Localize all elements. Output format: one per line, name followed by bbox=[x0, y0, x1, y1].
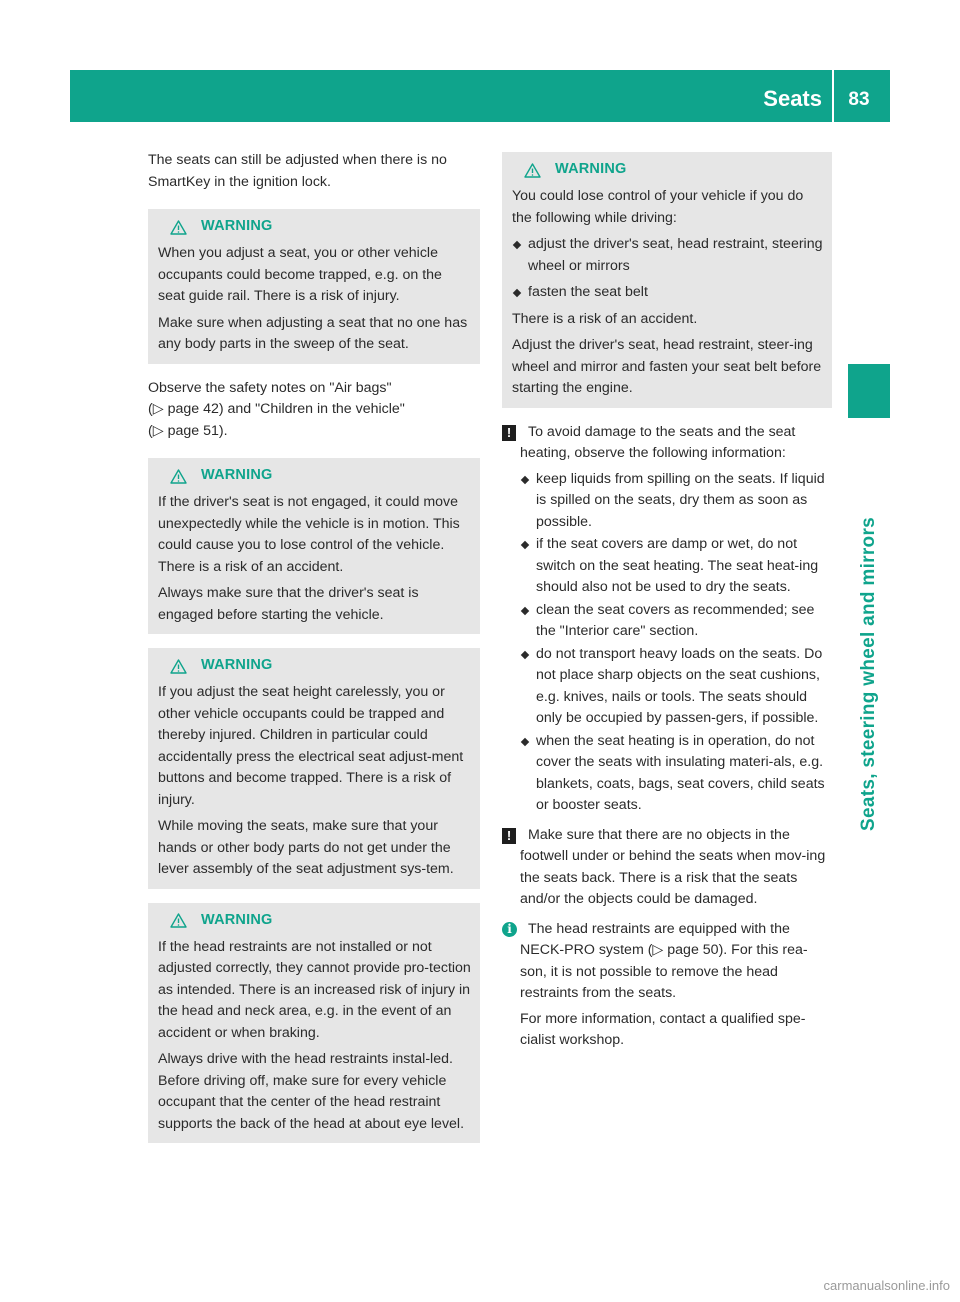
warning-title: WARNING bbox=[201, 657, 273, 674]
warning-text: While moving the seats, make sure that your hands or other body parts do not get under the lever assembly of the seat adjustment sys-tem. bbox=[158, 818, 454, 877]
warning-text: Always make sure that the driver's seat is engaged before starting the vehicle. bbox=[158, 585, 419, 623]
watermark: carmanualsonline.info bbox=[823, 1278, 950, 1293]
warning-title: WARNING bbox=[201, 911, 273, 928]
right-column bbox=[502, 152, 832, 1060]
warning-triangle-icon bbox=[170, 469, 187, 484]
list-item: when the seat heating is in operation, do not cover the seats with insulating materi-als, e.g. blankets, coats, bags, seat covers, child seats or booster seats. bbox=[520, 731, 832, 817]
warning-header bbox=[524, 158, 824, 182]
header-divider bbox=[832, 70, 834, 122]
observe-line: Observe the safety notes on "Air bags" bbox=[148, 379, 392, 396]
list-item: do not transport heavy loads on the seats. Do not place sharp objects on the seat cushions, e.g. knives, nails or tools. The seats should only be occupied by passen-gers, if possible. bbox=[520, 644, 832, 730]
chapter-marker bbox=[848, 364, 890, 418]
warning-text: When you adjust a seat, you or other vehicle occupants could become trapped, e.g. on the seat guide rail. There is a risk of injury. bbox=[158, 245, 442, 304]
note-text: The head restraints are equipped with the NECK-PRO system (▷ page 50). For this rea-son, it is not possible to remove the head restraints from the seats. bbox=[520, 920, 808, 1001]
warning-text: Adjust the driver's seat, head restraint, steer-ing wheel and mirror and fasten your seat belt before starting the engine. bbox=[512, 337, 822, 396]
warning-text: You could lose control of your vehicle if you do the following while driving: bbox=[512, 188, 804, 226]
caution-note bbox=[502, 422, 832, 817]
warning-box bbox=[148, 648, 480, 889]
warning-triangle-icon bbox=[170, 659, 187, 674]
warning-text: Make sure when adjusting a seat that no one has any body parts in the sweep of the seat. bbox=[158, 314, 468, 352]
warning-header bbox=[170, 654, 472, 678]
list-item: fasten the seat belt bbox=[512, 282, 824, 304]
section-title: Seats bbox=[763, 86, 822, 111]
info-note bbox=[502, 919, 832, 1052]
exclamation-icon: ! bbox=[502, 828, 516, 844]
note-text: Make sure that there are no objects in the footwell under or behind the seats when mov-ing the seats back. There is a risk that the seats and/or the objects could be damaged. bbox=[520, 826, 826, 907]
note-text: To avoid damage to the seats and the seat heating, observe the following information: bbox=[520, 423, 796, 461]
warning-box bbox=[148, 903, 480, 1144]
intro-paragraph: The seats can still be adjusted when there is no SmartKey in the ignition lock. bbox=[148, 152, 447, 190]
caution-note bbox=[502, 825, 832, 911]
warning-bullet-list bbox=[512, 234, 824, 304]
observe-line: (▷ page 42) and "Children in the vehicle" bbox=[148, 401, 405, 417]
warning-text: If the driver's seat is not engaged, it could move unexpectedly while the vehicle is in motion. This could cause you to lose control of the vehicle. There is a risk of an accident. bbox=[158, 494, 460, 575]
warning-header bbox=[170, 215, 472, 239]
warning-text: Always drive with the head restraints instal-led. Before driving off, make sure for every vehicle occupant that the center of the head restraint supports the back of the head at about eye level. bbox=[158, 1051, 465, 1132]
list-item: adjust the driver's seat, head restraint, steering wheel or mirrors bbox=[512, 234, 824, 277]
warning-box bbox=[502, 152, 832, 408]
warning-title: WARNING bbox=[555, 161, 627, 178]
list-item: clean the seat covers as recommended; see the "Interior care" section. bbox=[520, 600, 832, 643]
warning-text: If the head restraints are not installed or not adjusted correctly, they cannot provide pro-tection as intended. There is an increased risk of injury in the head and neck area, e.g. in the event of an accident or when braking. bbox=[158, 938, 471, 1041]
list-item: if the seat covers are damp or wet, do not switch on the seat heating. The seat heat-ing should also not be used to dry the seats. bbox=[520, 534, 832, 599]
exclamation-icon: ! bbox=[502, 425, 516, 441]
warning-triangle-icon bbox=[524, 163, 541, 178]
warning-title: WARNING bbox=[201, 467, 273, 484]
info-icon: i bbox=[502, 922, 517, 937]
warning-triangle-icon bbox=[170, 220, 187, 235]
observe-line: (▷ page 51). bbox=[148, 422, 228, 439]
list-item: keep liquids from spilling on the seats. If liquid is spilled on the seats, dry them as soon as possible. bbox=[520, 469, 832, 534]
chapter-tab-label: Seats, steering wheel and mirrors bbox=[858, 516, 879, 832]
left-column bbox=[148, 150, 480, 1157]
warning-text: There is a risk of an accident. bbox=[512, 310, 698, 327]
observe-paragraph bbox=[148, 378, 480, 443]
warning-title: WARNING bbox=[201, 218, 273, 235]
warning-text: If you adjust the seat height carelessly, you or other vehicle occupants could be trapped and thereby injured. Children in particular could accidentally press the electrical seat adjust-ment buttons and become trapped. There is a risk of injury. bbox=[158, 684, 464, 808]
chapter-tab bbox=[848, 434, 890, 914]
warning-triangle-icon bbox=[170, 913, 187, 928]
warning-header bbox=[170, 464, 472, 488]
warning-box bbox=[148, 458, 480, 634]
warning-box bbox=[148, 209, 480, 364]
note-text: For more information, contact a qualified spe-cialist workshop. bbox=[520, 1010, 806, 1048]
note-bullet-list bbox=[520, 469, 832, 817]
page-number: 83 bbox=[848, 89, 870, 110]
warning-header bbox=[170, 909, 472, 933]
